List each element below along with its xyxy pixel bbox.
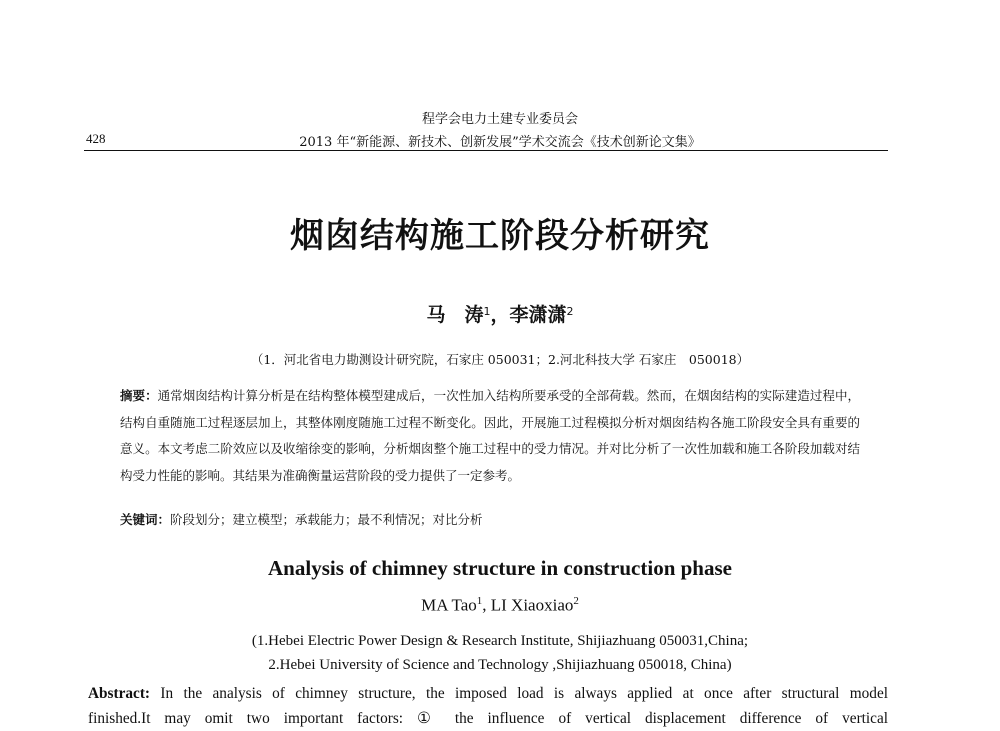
abstract-label-cn: 摘要： [120,388,158,403]
keywords-body-cn: 阶段划分；建立模型；承载能力；最不利情况；对比分析 [170,512,483,527]
author-separator: ， [490,304,510,326]
paper-title-cn: 烟囱结构施工阶段分析研究 [290,216,710,256]
author-2-affil-mark: 2 [566,305,574,318]
page-number: 428 [86,131,106,146]
affiliation-en-line-2: 2.Hebei University of Science and Technology ,Shijiazhuang 050018, China) [268,657,732,673]
abstract-en [88,681,888,731]
authors-cn [0,300,1000,327]
paper-title-en: Analysis of chimney structure in construction phase [268,556,732,580]
authors-en [0,595,1000,616]
author-1-affil-mark: 1 [483,305,491,318]
abstract-body-cn: 通常烟囱结构计算分析是在结构整体模型建成后，一次性加入结构所要承受的全部荷载。然而，在烟囱结构的实际建造过程中，结构自重随施工过程逐层加上，其整体刚度随施工过程不断变化。因此，开展施工过程模拟分析对烟囱结构各施工阶段安全具有重要的意义。本文考虑二阶效应以及收缩徐变的影响，分析烟囱整个施工过程中的受力情况。并对比分析了一次性加载和施工各阶段加载对结构受力性能的影响。其结果为准确衡量运营阶段的受力提供了一定参考。 [120,388,860,483]
abstract-label-en: Abstract: [88,685,151,702]
affiliation-cn: （1．河北省电力勘测设计研究院，石家庄 050031；2.河北科技大学 石家庄 050018） [250,352,750,367]
header-organization: 程学会电力土建专业委员会 [421,112,578,127]
abstract-cn [120,383,860,489]
header-proceedings: 2013 年“新能源、新技术、创新发展”学术交流会《技术创新论文集》 [299,135,701,150]
author-2-cn: 李潇潇 [509,304,567,326]
header-divider [84,150,888,151]
affiliation-en-line-1: (1.Hebei Electric Power Design & Research Institute, Shijiazhuang 050031,China; [251,633,749,649]
abstract-en-line-2: finished.It may omit two important factors: ① the influence of vertical displacement difference of vertical [88,710,888,727]
author-1-en: MA Tao [421,595,477,615]
abstract-en-text-1: In the analysis of chimney structure, the imposed load is always applied at once after structural model [150,685,888,702]
keywords-label-cn: 关键词： [120,512,171,527]
author-2-affil-mark-en: 2 [573,595,579,607]
keywords-cn [120,510,860,528]
abstract-en-line-1 [88,681,888,706]
author-1-affil-mark-en: 1 [476,595,483,607]
author-separator-en: , [482,595,491,615]
author-1-cn: 马 涛 [426,304,484,326]
author-2-en: LI Xiaoxiao [490,595,574,615]
